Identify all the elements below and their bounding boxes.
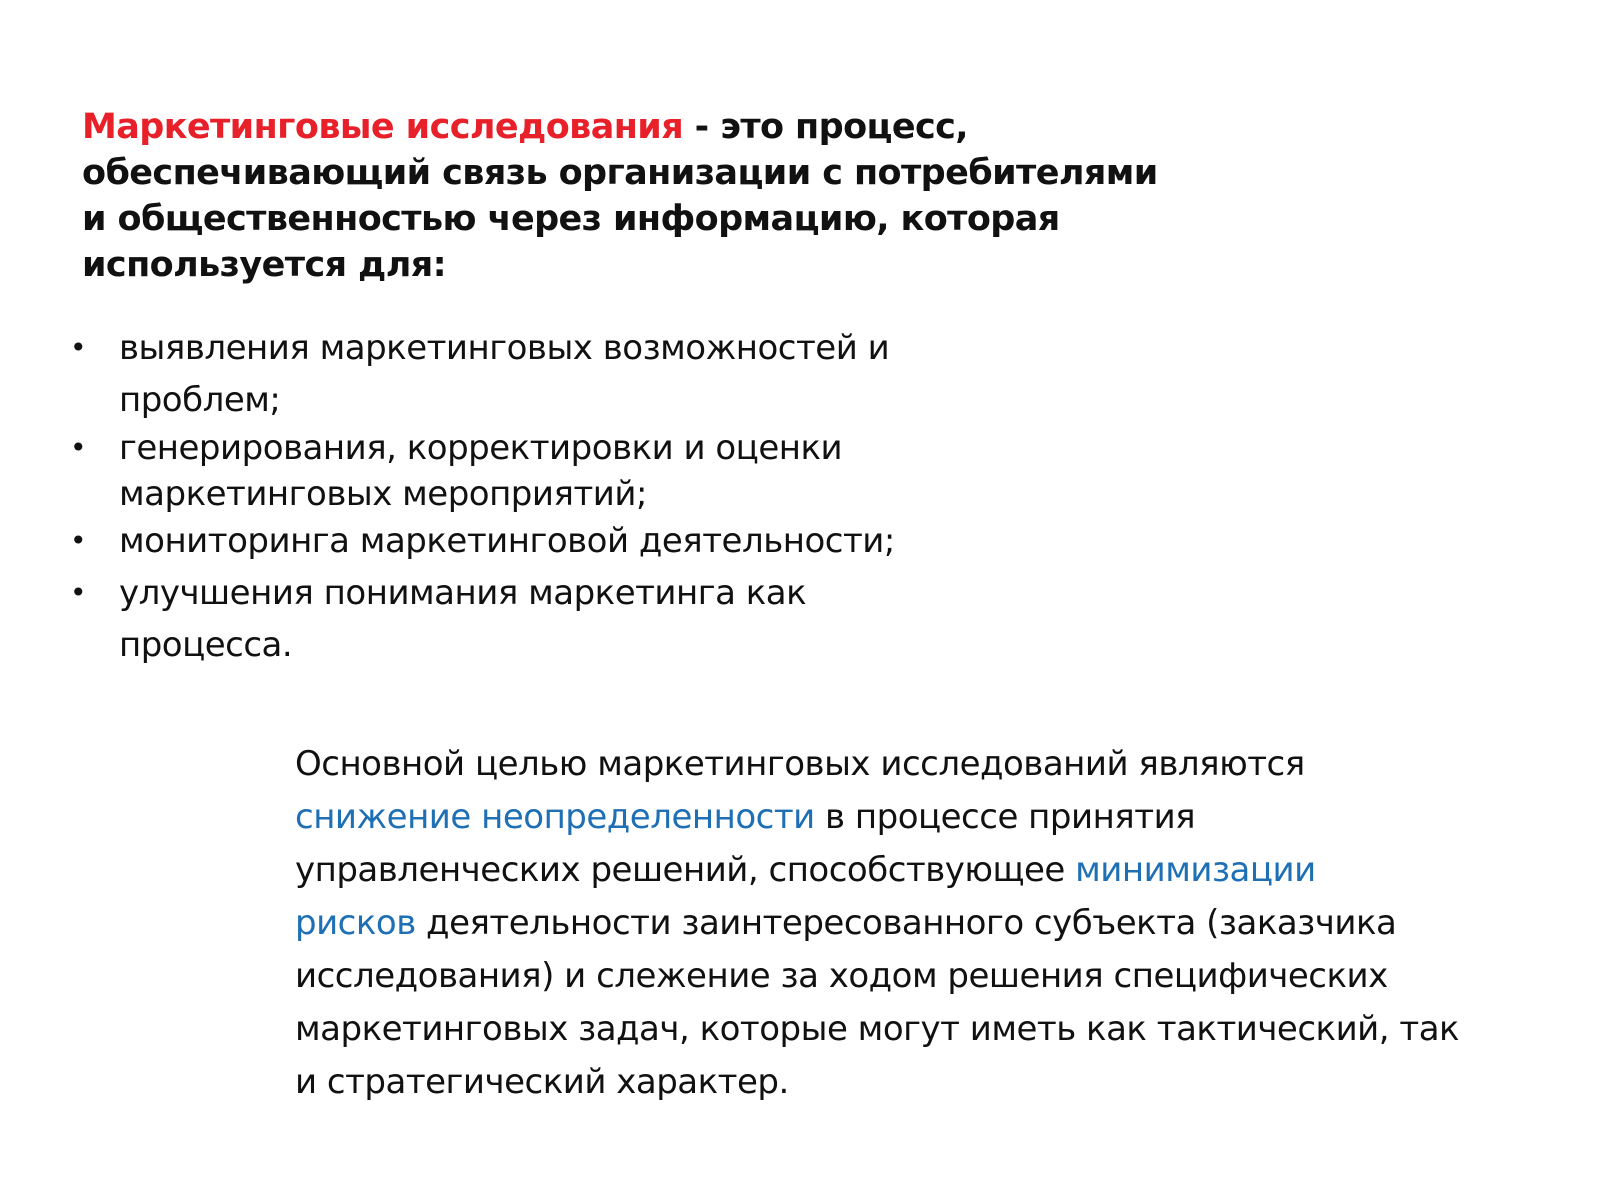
goal-line: исследования) и слежение за ходом решения специфических bbox=[295, 956, 1388, 996]
list-item bbox=[70, 322, 970, 426]
bullet-icon: • bbox=[70, 524, 87, 557]
goal-paragraph bbox=[295, 738, 1545, 1109]
definition-line-3: и общественностью через информацию, которая bbox=[82, 199, 1060, 239]
goal-line: и стратегический характер. bbox=[295, 1062, 789, 1102]
definition-line-1 bbox=[82, 104, 1202, 150]
list-item-line: выявления маркетинговых возможностей и bbox=[119, 328, 890, 368]
definition-paragraph bbox=[82, 104, 1202, 288]
definition-line-2: обеспечивающий связь организации с потребителями bbox=[82, 153, 1158, 193]
list-item-line: проблем; bbox=[119, 380, 281, 420]
highlight-minimization: минимизации bbox=[1075, 850, 1316, 890]
goal-text: в процессе принятия bbox=[814, 797, 1196, 837]
goal-line bbox=[295, 844, 1545, 897]
defined-term: Маркетинговые исследования bbox=[82, 107, 684, 147]
goal-line: Основной целью маркетинговых исследований являются bbox=[295, 744, 1305, 784]
list-item-line: генерирования, корректировки и оценки bbox=[119, 428, 843, 468]
goal-line bbox=[295, 791, 1545, 844]
bullet-icon: • bbox=[70, 331, 87, 364]
highlight-risks: рисков bbox=[295, 903, 416, 943]
goal-text: управленческих решений, способствующее bbox=[295, 850, 1076, 890]
list-item-line: мониторинга маркетинговой деятельности; bbox=[119, 521, 895, 561]
definition-line-4: используется для: bbox=[82, 245, 447, 285]
goal-line bbox=[295, 897, 1545, 950]
goal-line: маркетинговых задач, которые могут иметь как тактический, так bbox=[295, 1009, 1460, 1049]
definition-intro: - это процесс, bbox=[683, 107, 969, 147]
bullet-icon: • bbox=[70, 431, 87, 464]
bullet-icon: • bbox=[70, 576, 87, 609]
list-item-line: процесса. bbox=[119, 625, 293, 665]
goal-text: деятельности заинтересованного субъекта (заказчика bbox=[415, 903, 1397, 943]
list-item-line: улучшения понимания маркетинга как bbox=[119, 573, 807, 613]
list-item bbox=[70, 567, 970, 671]
list-item bbox=[70, 518, 970, 564]
list-item bbox=[70, 425, 970, 517]
list-item-line: маркетинговых мероприятий; bbox=[119, 474, 647, 514]
purpose-list bbox=[70, 322, 970, 671]
highlight-uncertainty: снижение неопределенности bbox=[295, 797, 815, 837]
